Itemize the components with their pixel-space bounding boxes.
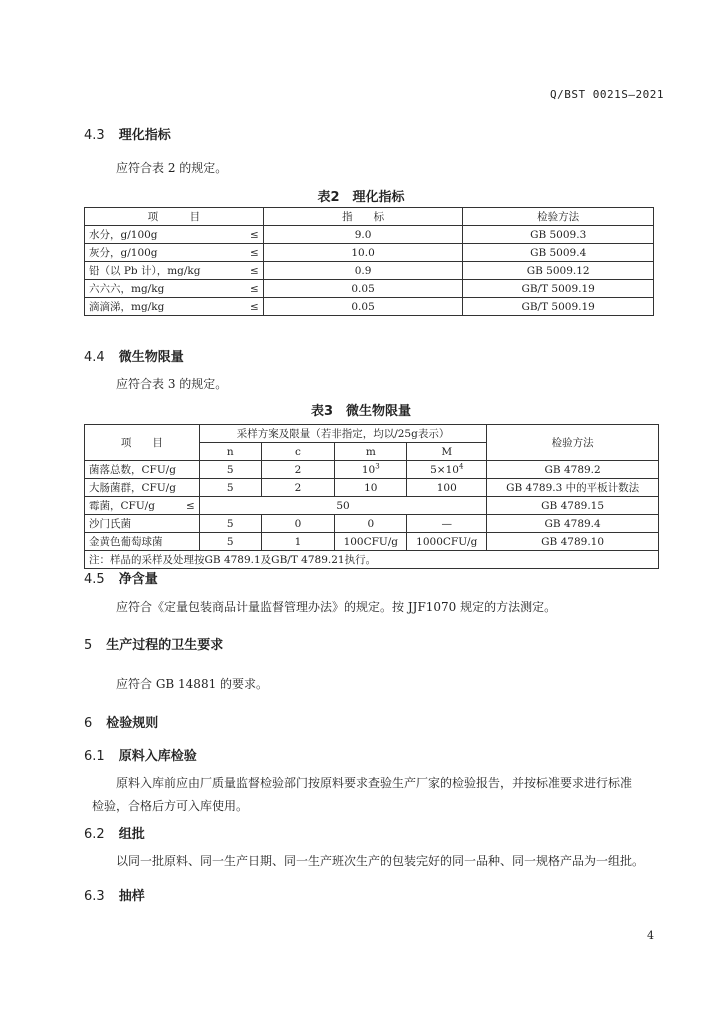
table3-note: 注：样品的采样及处理按GB 4789.1及GB/T 4789.21执行。 — [85, 551, 659, 569]
row-item: 六六六，mg/kg — [89, 282, 165, 295]
table-row — [85, 244, 654, 262]
table2-caption: 表2 理化指标 — [317, 190, 405, 205]
row-method: GB 4789.15 — [487, 497, 659, 515]
row-operator: ≤ — [250, 246, 259, 259]
row-n: 5 — [199, 515, 261, 533]
section-4-4-heading — [84, 346, 184, 365]
section-4-5-heading — [84, 568, 158, 587]
section-5-text: 应符合 GB 14881 的要求。 — [116, 677, 269, 691]
row-item: 大肠菌群，CFU/g — [85, 479, 200, 497]
section-number: 6.1 — [84, 749, 105, 764]
row-operator: ≤ — [250, 264, 259, 277]
section-title: 微生物限量 — [118, 350, 184, 365]
row-value: 0.05 — [263, 280, 463, 298]
row-item: 霉菌，CFU/g — [89, 499, 155, 512]
table-row — [85, 533, 659, 551]
section-5-heading — [84, 634, 223, 653]
header-m: m — [335, 443, 407, 461]
section-title: 检验规则 — [106, 716, 159, 731]
table-header-row — [85, 425, 659, 443]
header-item: 项 目 — [85, 208, 264, 226]
row-method: GB 5009.3 — [463, 226, 654, 244]
row-method: GB 4789.4 — [487, 515, 659, 533]
row-n: 5 — [199, 479, 261, 497]
row-M: $5\times 10^4$ — [407, 461, 487, 479]
table-row — [85, 226, 654, 244]
table-header-row — [85, 208, 654, 226]
section-title: 理化指标 — [118, 128, 171, 143]
row-method: GB/T 5009.19 — [463, 280, 654, 298]
row-n: 5 — [199, 533, 261, 551]
section-title: 组批 — [118, 827, 145, 842]
row-operator: ≤ — [186, 499, 195, 512]
section-6-2-heading — [84, 823, 145, 842]
row-item: 金黄色葡萄球菌 — [85, 533, 200, 551]
header-item: 项 目 — [85, 425, 200, 461]
section-6-1-heading — [84, 745, 197, 764]
row-M: 1000CFU/g — [407, 533, 487, 551]
row-m: $10^3$ — [335, 461, 407, 479]
document-code: Q/BST 0021S—2021 — [550, 88, 664, 101]
section-number: 4.4 — [84, 350, 105, 365]
row-value: 9.0 — [263, 226, 463, 244]
row-M: — — [407, 515, 487, 533]
row-item: 沙门氏菌 — [85, 515, 200, 533]
table-row — [85, 497, 659, 515]
table-row — [85, 515, 659, 533]
header-index: 指 标 — [263, 208, 463, 226]
header-c: c — [261, 443, 335, 461]
row-n: 5 — [199, 461, 261, 479]
table3-microbial — [84, 424, 659, 569]
section-number: 6 — [84, 716, 93, 731]
section-number: 4.5 — [84, 572, 105, 587]
section-title: 原料入库检验 — [118, 749, 197, 764]
row-item: 菌落总数，CFU/g — [85, 461, 200, 479]
row-c: 1 — [261, 533, 335, 551]
row-operator: ≤ — [250, 282, 259, 295]
row-method: GB/T 5009.19 — [463, 298, 654, 316]
row-m: 0 — [335, 515, 407, 533]
header-method: 检验方法 — [463, 208, 654, 226]
section-4-4-text: 应符合表 3 的规定。 — [116, 377, 228, 391]
row-item: 水分，g/100g — [89, 228, 158, 241]
row-c: 2 — [261, 479, 335, 497]
row-merged-limit: 50 — [199, 497, 486, 515]
row-m: 100CFU/g — [335, 533, 407, 551]
row-method: GB 5009.4 — [463, 244, 654, 262]
row-item: 滴滴涕，mg/kg — [89, 300, 165, 313]
row-method: GB 4789.3 中的平板计数法 — [487, 479, 659, 497]
section-6-1-text-line2: 检验，合格后方可入库使用。 — [92, 799, 249, 813]
row-M: 100 — [407, 479, 487, 497]
section-number: 5 — [84, 638, 93, 653]
header-plan: 采样方案及限量（若非指定，均以/25g表示） — [199, 425, 486, 443]
table-row — [85, 298, 654, 316]
row-item: 铅（以 Pb 计），mg/kg — [89, 264, 201, 277]
section-4-3-heading — [84, 124, 171, 143]
section-title: 抽样 — [118, 889, 145, 904]
row-c: 0 — [261, 515, 335, 533]
row-item: 灰分，g/100g — [89, 246, 158, 259]
row-value: 0.9 — [263, 262, 463, 280]
section-title: 生产过程的卫生要求 — [106, 638, 224, 653]
row-method: GB 4789.2 — [487, 461, 659, 479]
section-number: 6.2 — [84, 827, 105, 842]
section-number: 6.3 — [84, 889, 105, 904]
table2-physicochemical — [84, 207, 654, 316]
row-operator: ≤ — [250, 228, 259, 241]
section-6-heading — [84, 712, 158, 731]
row-c: 2 — [261, 461, 335, 479]
table3-caption: 表3 微生物限量 — [310, 404, 412, 419]
row-value: 10.0 — [263, 244, 463, 262]
row-value: 0.05 — [263, 298, 463, 316]
section-title: 净含量 — [118, 572, 158, 587]
table-row — [85, 280, 654, 298]
header-method: 检验方法 — [487, 425, 659, 461]
table-row — [85, 262, 654, 280]
header-M: M — [407, 443, 487, 461]
section-number: 4.3 — [84, 128, 105, 143]
table-note-row — [85, 551, 659, 569]
header-n: n — [199, 443, 261, 461]
section-6-2-text: 以同一批原料、同一生产日期、同一生产班次生产的包装完好的同一品种、同一规格产品为一组批。 — [116, 854, 645, 868]
row-operator: ≤ — [250, 300, 259, 313]
section-4-3-text: 应符合表 2 的规定。 — [116, 161, 228, 175]
row-method: GB 5009.12 — [463, 262, 654, 280]
section-4-5-text: 应符合《定量包装商品计量监督管理办法》的规定。按 JJF1070 规定的方法测定。 — [116, 600, 557, 614]
section-6-1-text-line1: 原料入库前应由厂质量监督检验部门按原料要求查验生产厂家的检验报告，并按标准要求进行标准 — [116, 776, 633, 790]
section-6-3-heading — [84, 885, 145, 904]
table-row — [85, 479, 659, 497]
row-method: GB 4789.10 — [487, 533, 659, 551]
row-m: 10 — [335, 479, 407, 497]
table-row — [85, 461, 659, 479]
page-number: 4 — [647, 929, 654, 942]
